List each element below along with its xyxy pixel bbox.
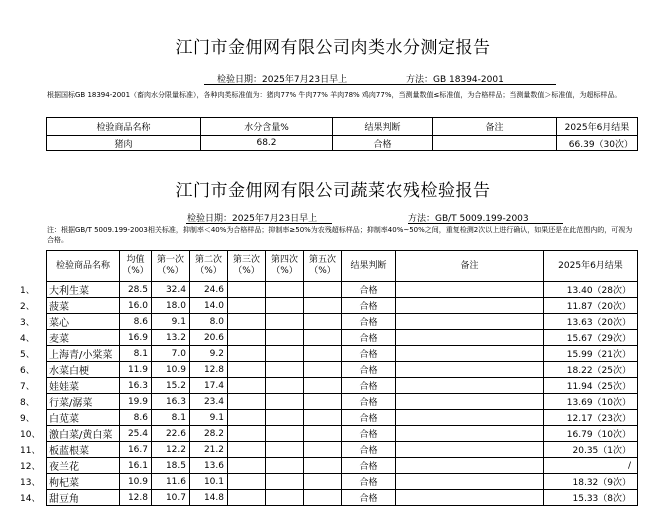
- cell-remark: [396, 458, 544, 474]
- cell-test2: 24.6: [190, 282, 228, 298]
- cell-test4: [266, 314, 304, 330]
- cell-test1: 11.6: [152, 474, 190, 490]
- cell-avg: 16.7: [120, 442, 152, 458]
- header-result: 结果判断: [342, 251, 396, 282]
- cell-test4: [266, 282, 304, 298]
- cell-test1: 10.9: [152, 362, 190, 378]
- report2-title: 江门市金佣网有限公司蔬菜农残检验报告: [175, 181, 491, 201]
- report2-note: 注：根据GB/T 5009.199-2003相关标准，抑制率＜40%为合格样品；抑制率≥50%为农残超标样品；抑制率40%~50%之间，重复检测2次以上进行确认，如果还是在此范围内的，可视为合格。: [47, 226, 633, 244]
- cell-prev: 15.67（29次）: [544, 330, 638, 346]
- cell-avg: 10.9: [120, 474, 152, 490]
- cell-test1: 8.1: [152, 410, 190, 426]
- cell-test5: [304, 394, 342, 410]
- cell-result: 合格: [342, 474, 396, 490]
- report2-method-underline: [408, 223, 563, 224]
- header-test5: 第五次 （%）: [304, 251, 342, 282]
- header-remark: 备注: [433, 118, 557, 136]
- cell-test2: 23.4: [190, 394, 228, 410]
- cell-prev: 13.69（10次）: [544, 394, 638, 410]
- cell-test1: 12.2: [152, 442, 190, 458]
- cell-test5: [304, 442, 342, 458]
- cell-product: 板蓝根菜: [47, 442, 120, 458]
- report1-note: 根据国标GB 18394-2001（畜肉水分限量标准），各种肉类标准值为：猪肉77% 牛肉77% 羊肉78% 鸡肉77%，当测量数值≤标准值，为合格样品；当测量数值＞标准值，为超标样品。: [47, 91, 622, 99]
- cell-test2: 14.0: [190, 298, 228, 314]
- cell-avg: 12.8: [120, 490, 152, 506]
- header-prev: 2025年6月结果: [557, 118, 638, 136]
- cell-prev: /: [544, 458, 638, 474]
- cell-prev: 13.63（20次）: [544, 314, 638, 330]
- report1-date: 检验日期：2025年7月23日早上: [217, 75, 348, 85]
- cell-test5: [304, 282, 342, 298]
- cell-test1: 10.7: [152, 490, 190, 506]
- table-row: [47, 394, 638, 410]
- cell-remark: [396, 298, 544, 314]
- cell-test1: 13.2: [152, 330, 190, 346]
- cell-avg: 8.1: [120, 346, 152, 362]
- cell-test3: [228, 314, 266, 330]
- header-test2: 第二次 （%）: [190, 251, 228, 282]
- cell-avg: 16.9: [120, 330, 152, 346]
- cell-product: 行菜/潺菜: [47, 394, 120, 410]
- cell-product: 激白菜/黄白菜: [47, 426, 120, 442]
- table-row: [47, 330, 638, 346]
- cell-product: 上海青/小棠菜: [47, 346, 120, 362]
- cell-prev: 15.33（8次）: [544, 490, 638, 506]
- row-index: 12、: [20, 462, 41, 472]
- cell-remark: [396, 282, 544, 298]
- row-index: 8、: [20, 398, 35, 408]
- cell-test2: 9.2: [190, 346, 228, 362]
- cell-test5: [304, 474, 342, 490]
- cell-test2: 28.2: [190, 426, 228, 442]
- cell-test2: 8.0: [190, 314, 228, 330]
- table-row: [47, 426, 638, 442]
- row-index: 5、: [20, 350, 35, 360]
- cell-test1: 18.5: [152, 458, 190, 474]
- cell-prev: 15.99（21次）: [544, 346, 638, 362]
- cell-test5: [304, 458, 342, 474]
- cell-result: 合格: [342, 442, 396, 458]
- table-row: [47, 410, 638, 426]
- cell-product: 白苋菜: [47, 410, 120, 426]
- row-index: 4、: [20, 334, 35, 344]
- cell-prev: 11.94（25次）: [544, 378, 638, 394]
- table-row: [47, 314, 638, 330]
- row-index: 7、: [20, 382, 35, 392]
- cell-avg: 16.0: [120, 298, 152, 314]
- cell-test4: [266, 474, 304, 490]
- cell-test1: 16.3: [152, 394, 190, 410]
- table-row: [47, 346, 638, 362]
- report2-date-underline: [186, 223, 332, 224]
- cell-test2: 17.4: [190, 378, 228, 394]
- cell-product: 夜兰花: [47, 458, 120, 474]
- cell-test3: [228, 330, 266, 346]
- table-row: [47, 490, 638, 506]
- cell-moisture: 68.2: [201, 136, 333, 151]
- cell-test4: [266, 298, 304, 314]
- cell-result: 合格: [342, 282, 396, 298]
- cell-result: 合格: [342, 490, 396, 506]
- cell-test2: 21.2: [190, 442, 228, 458]
- table-row: [47, 378, 638, 394]
- cell-test3: [228, 458, 266, 474]
- row-index: 6、: [20, 366, 35, 376]
- cell-remark: [433, 136, 557, 151]
- header-prev: 2025年6月结果: [544, 251, 638, 282]
- cell-test1: 7.0: [152, 346, 190, 362]
- cell-test4: [266, 410, 304, 426]
- cell-remark: [396, 442, 544, 458]
- cell-product: 大利生菜: [47, 282, 120, 298]
- cell-test2: 13.6: [190, 458, 228, 474]
- table-row: [47, 298, 638, 314]
- cell-test1: 32.4: [152, 282, 190, 298]
- report1-title: 江门市金佣网有限公司肉类水分测定报告: [175, 38, 491, 58]
- cell-avg: 25.4: [120, 426, 152, 442]
- cell-test5: [304, 362, 342, 378]
- cell-result: 合格: [342, 378, 396, 394]
- cell-avg: 16.1: [120, 458, 152, 474]
- header-test1: 第一次 （%）: [152, 251, 190, 282]
- cell-prev: 16.79（10次）: [544, 426, 638, 442]
- cell-test4: [266, 458, 304, 474]
- cell-avg: 11.9: [120, 362, 152, 378]
- table-row: [47, 282, 638, 298]
- row-index: 13、: [20, 478, 41, 488]
- cell-avg: 16.3: [120, 378, 152, 394]
- header-product: 检验商品名称: [47, 251, 120, 282]
- row-index: 11、: [20, 446, 41, 456]
- cell-test4: [266, 394, 304, 410]
- cell-result: 合格: [342, 426, 396, 442]
- cell-remark: [396, 410, 544, 426]
- cell-test5: [304, 378, 342, 394]
- report1-table: [46, 117, 638, 151]
- cell-remark: [396, 362, 544, 378]
- report2-date: 检验日期：2025年7月23日早上: [187, 214, 318, 224]
- cell-avg: 8.6: [120, 314, 152, 330]
- cell-product: 娃娃菜: [47, 378, 120, 394]
- cell-remark: [396, 330, 544, 346]
- row-index: 10、: [20, 430, 41, 440]
- cell-test2: 14.8: [190, 490, 228, 506]
- cell-test3: [228, 442, 266, 458]
- cell-test5: [304, 298, 342, 314]
- cell-result: 合格: [342, 346, 396, 362]
- cell-test5: [304, 426, 342, 442]
- cell-test2: 20.6: [190, 330, 228, 346]
- table-row: [47, 136, 638, 151]
- cell-prev: 13.40（28次）: [544, 282, 638, 298]
- header-product: 检验商品名称: [47, 118, 201, 136]
- cell-test3: [228, 410, 266, 426]
- cell-result: 合格: [333, 136, 433, 151]
- report1-method: 方法：GB 18394-2001: [406, 75, 504, 85]
- cell-product: 猪肉: [47, 136, 201, 151]
- cell-test2: 9.1: [190, 410, 228, 426]
- cell-test1: 15.2: [152, 378, 190, 394]
- report2-header-row: [47, 251, 638, 282]
- cell-test1: 9.1: [152, 314, 190, 330]
- cell-test5: [304, 490, 342, 506]
- cell-result: 合格: [342, 298, 396, 314]
- table-row: [47, 474, 638, 490]
- cell-remark: [396, 474, 544, 490]
- cell-test4: [266, 490, 304, 506]
- cell-product: 甜豆角: [47, 490, 120, 506]
- table-row: [47, 362, 638, 378]
- cell-remark: [396, 314, 544, 330]
- cell-test5: [304, 314, 342, 330]
- cell-test3: [228, 394, 266, 410]
- cell-prev: 11.87（20次）: [544, 298, 638, 314]
- cell-test5: [304, 410, 342, 426]
- cell-test3: [228, 474, 266, 490]
- cell-test3: [228, 378, 266, 394]
- cell-test4: [266, 442, 304, 458]
- cell-prev: 66.39（30次）: [557, 136, 638, 151]
- table-row: [47, 442, 638, 458]
- cell-avg: 8.6: [120, 410, 152, 426]
- cell-prev: 18.22（25次）: [544, 362, 638, 378]
- cell-test4: [266, 426, 304, 442]
- cell-result: 合格: [342, 330, 396, 346]
- cell-test1: 18.0: [152, 298, 190, 314]
- cell-test4: [266, 330, 304, 346]
- cell-product: 水菜白梗: [47, 362, 120, 378]
- cell-result: 合格: [342, 314, 396, 330]
- row-index: 1、: [20, 286, 35, 296]
- cell-test5: [304, 330, 342, 346]
- cell-product: 麦菜: [47, 330, 120, 346]
- report2-method: 方法：GB/T 5009.199-2003: [408, 214, 529, 224]
- row-index: 3、: [20, 318, 35, 328]
- header-moisture: 水分含量%: [201, 118, 333, 136]
- row-index: 9、: [20, 414, 35, 424]
- cell-test2: 10.1: [190, 474, 228, 490]
- header-test3: 第三次 （%）: [228, 251, 266, 282]
- cell-test3: [228, 298, 266, 314]
- cell-product: 菠菜: [47, 298, 120, 314]
- cell-test5: [304, 346, 342, 362]
- cell-result: 合格: [342, 410, 396, 426]
- report2-table: [46, 250, 638, 506]
- cell-result: 合格: [342, 362, 396, 378]
- cell-prev: 18.32（9次）: [544, 474, 638, 490]
- cell-remark: [396, 490, 544, 506]
- cell-avg: 19.9: [120, 394, 152, 410]
- cell-remark: [396, 394, 544, 410]
- header-result: 结果判断: [333, 118, 433, 136]
- cell-test3: [228, 362, 266, 378]
- header-test4: 第四次 （%）: [266, 251, 304, 282]
- cell-test4: [266, 362, 304, 378]
- cell-test4: [266, 346, 304, 362]
- cell-test2: 12.8: [190, 362, 228, 378]
- cell-remark: [396, 426, 544, 442]
- cell-test3: [228, 426, 266, 442]
- table-row: [47, 458, 638, 474]
- cell-product: 菜心: [47, 314, 120, 330]
- cell-result: 合格: [342, 458, 396, 474]
- cell-test4: [266, 378, 304, 394]
- cell-remark: [396, 346, 544, 362]
- report1-date-underline: [204, 84, 556, 85]
- cell-remark: [396, 378, 544, 394]
- cell-product: 枸杞菜: [47, 474, 120, 490]
- row-index: 2、: [20, 302, 35, 312]
- header-remark: 备注: [396, 251, 544, 282]
- cell-avg: 28.5: [120, 282, 152, 298]
- report1-header-row: [47, 118, 638, 136]
- row-index: 14、: [20, 494, 41, 504]
- cell-test3: [228, 490, 266, 506]
- cell-prev: 20.35（1次）: [544, 442, 638, 458]
- cell-test3: [228, 346, 266, 362]
- cell-prev: 12.17（23次）: [544, 410, 638, 426]
- cell-test3: [228, 282, 266, 298]
- header-avg: 均值 （%）: [120, 251, 152, 282]
- cell-result: 合格: [342, 394, 396, 410]
- cell-test1: 22.6: [152, 426, 190, 442]
